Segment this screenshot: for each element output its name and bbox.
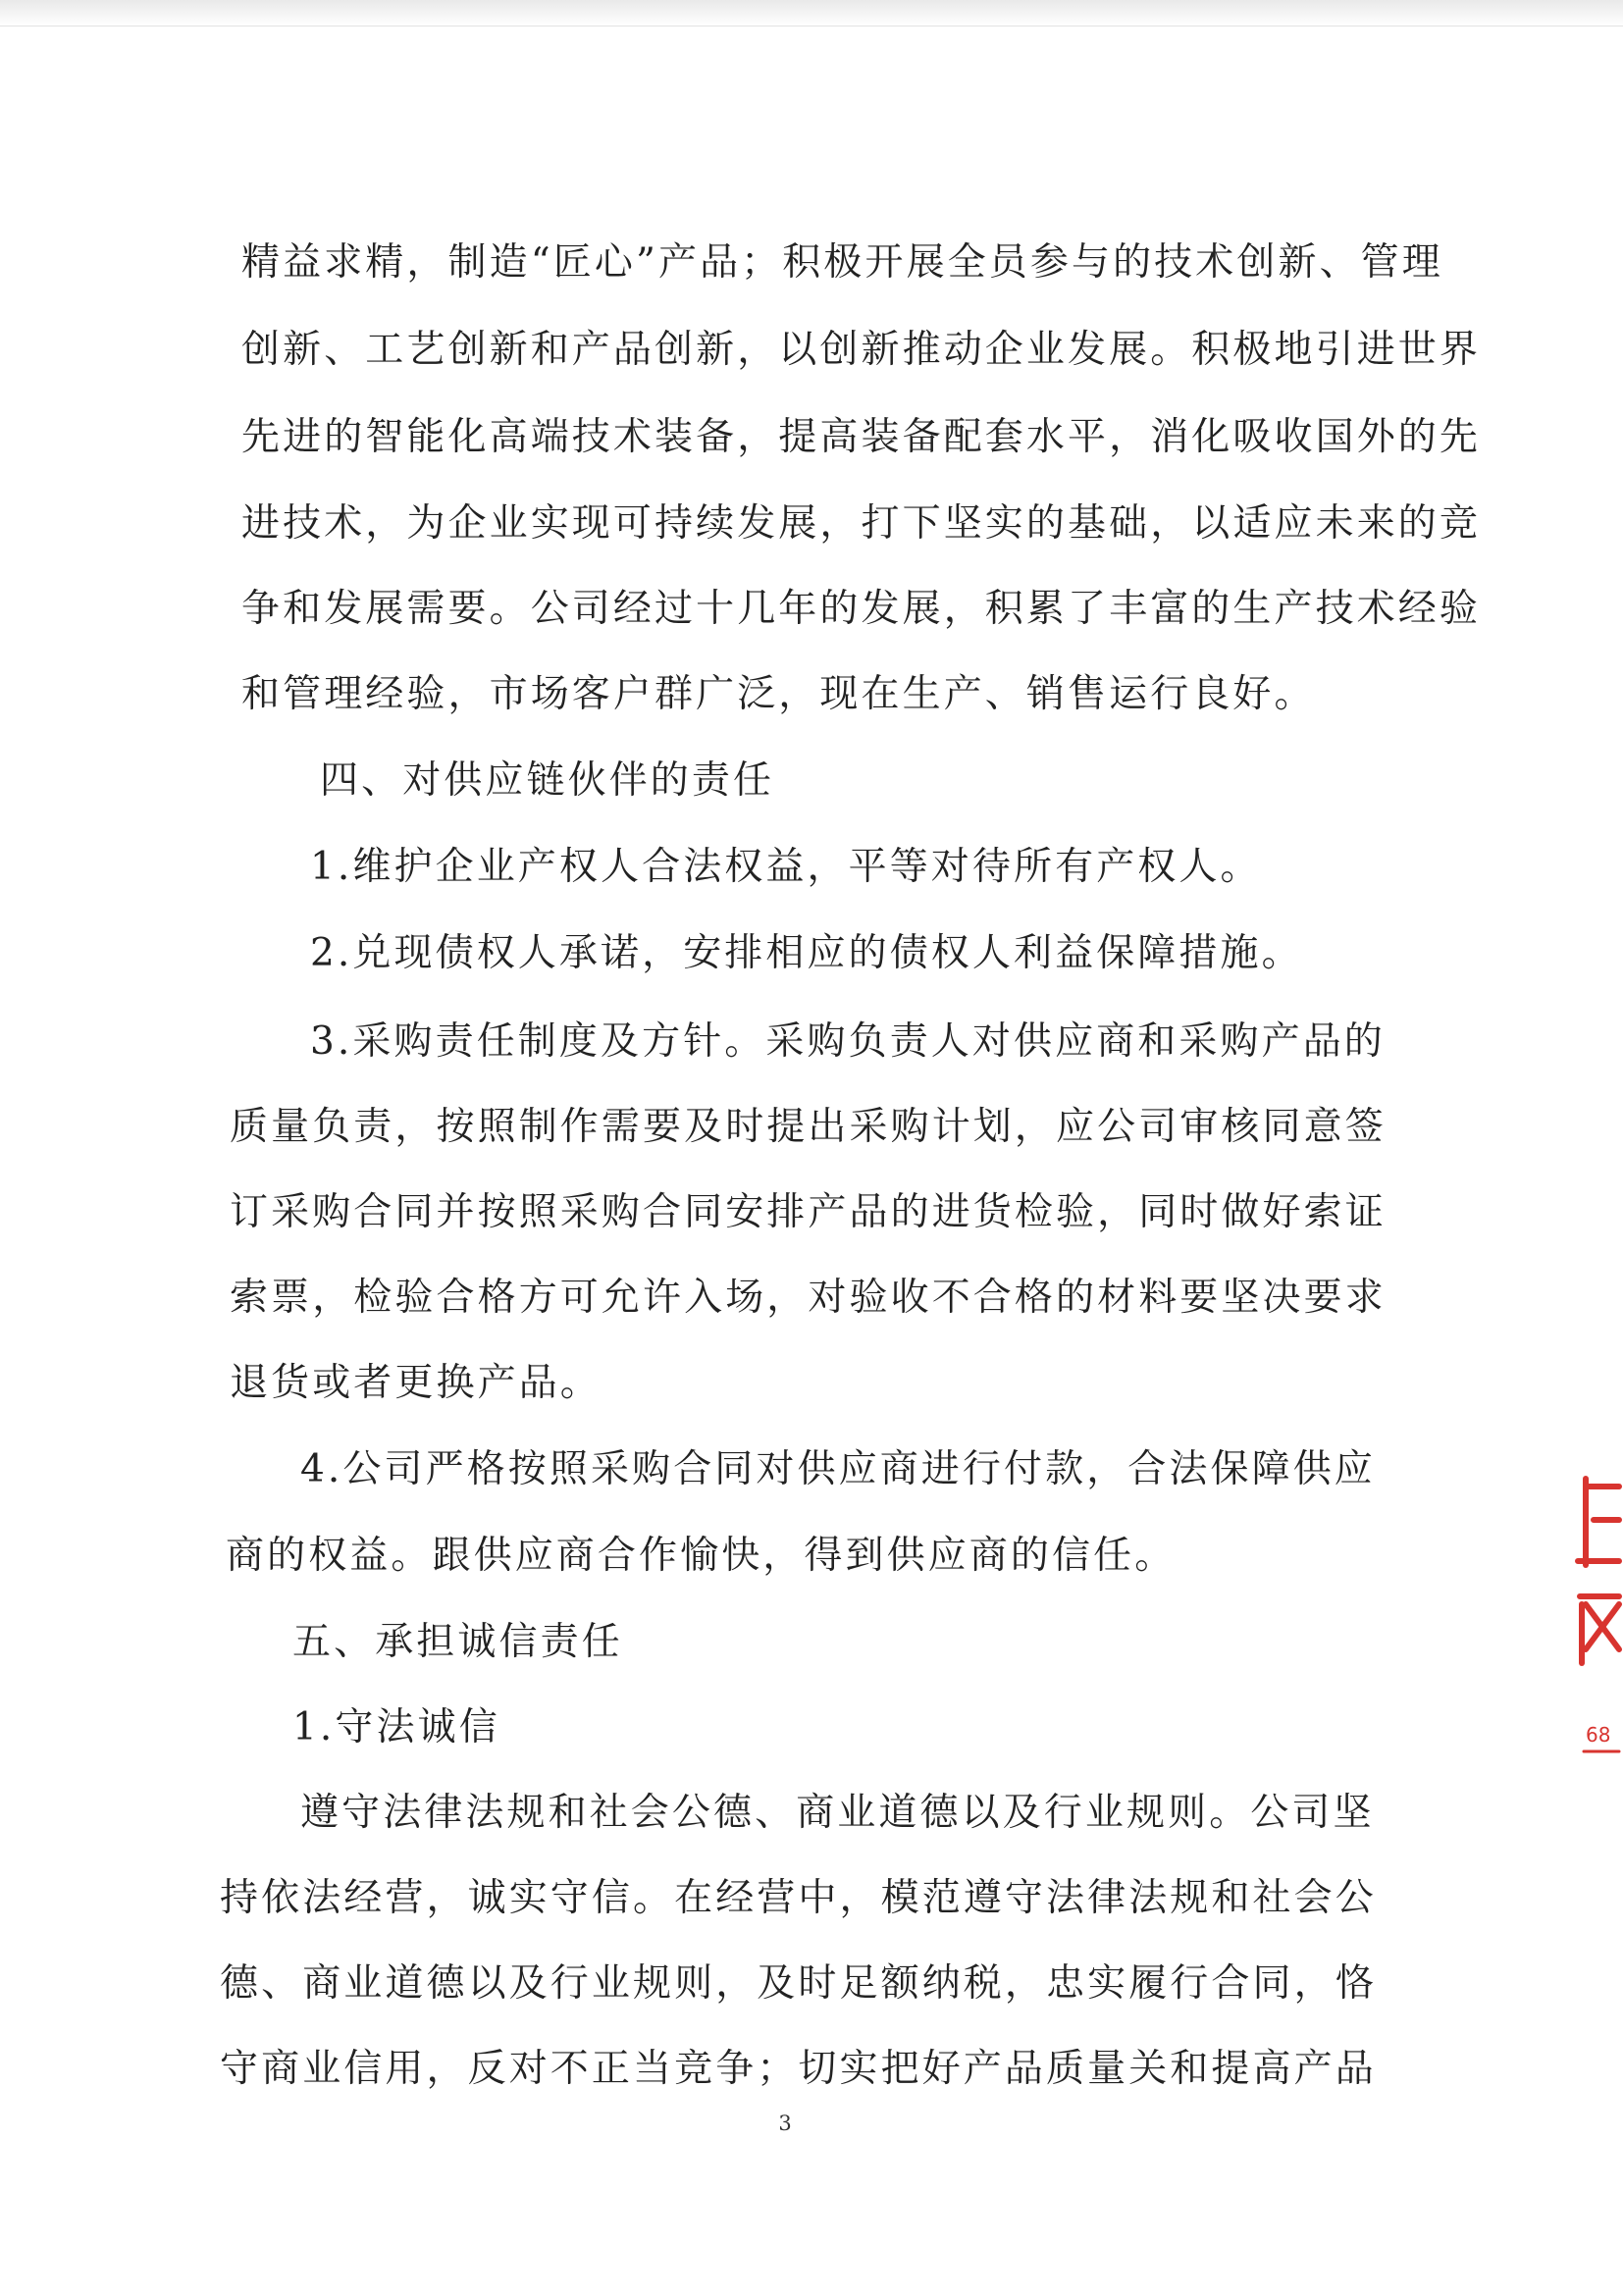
- text-line: 争和发展需要。公司经过十几年的发展，积累了丰富的生产技术经验: [241, 587, 1482, 631]
- company-seal-fragment: [1564, 1457, 1623, 1810]
- text-line: 遵守法律法规和社会公德、商业道德以及行业规则。公司坚: [300, 1791, 1375, 1835]
- text-line: 持依法经营，诚实守信。在经营中，模范遵守法律法规和社会公: [220, 1876, 1377, 1920]
- list-item: 3.采购责任制度及方针。采购负责人对供应商和采购产品的: [310, 1019, 1386, 1064]
- svg-text:68: 68: [1586, 1723, 1611, 1747]
- text-line: 先进的智能化高端技术装备，提高装备配套水平，消化吸收国外的先: [241, 415, 1482, 459]
- text-line: 索票，检验合格方可允许入场，对验收不合格的材料要坚决要求: [230, 1276, 1387, 1320]
- list-item: 4.公司严格按照采购合同对供应商进行付款，合法保障供应: [300, 1447, 1376, 1491]
- text-line: 创新、工艺创新和产品创新，以创新推动企业发展。积极地引进世界: [241, 328, 1482, 372]
- list-item: 2.兑现债权人承诺，安排相应的债权人利益保障措施。: [310, 931, 1303, 975]
- text-line: 守商业信用，反对不正当竞争；切实把好产品质量关和提高产品: [220, 2047, 1377, 2091]
- text-line: 质量负责，按照制作需要及时提出采购计划，应公司审核同意签: [230, 1105, 1387, 1149]
- text-line: 德、商业道德以及行业规则，及时足额纳税，忠实履行合同，恪: [220, 1961, 1377, 2006]
- text-line: 商的权益。跟供应商合作愉快，得到供应商的信任。: [226, 1534, 1177, 1578]
- scan-top-edge: [0, 0, 1623, 26]
- text-line: 和管理经验，市场客户群广泛，现在生产、销售运行良好。: [241, 672, 1316, 716]
- list-item: 1.守法诚信: [292, 1705, 500, 1749]
- text-line: 退货或者更换产品。: [230, 1361, 602, 1405]
- section-heading: 五、承担诚信责任: [292, 1620, 623, 1664]
- page-number: 3: [778, 2112, 792, 2135]
- section-heading: 四、对供应链伙伴的责任: [320, 758, 775, 803]
- text-line: 进技术，为企业实现可持续发展，打下坚实的基础，以适应未来的竞: [241, 501, 1482, 546]
- text-line: 精益求精，制造“匠心”产品；积极开展全员参与的技术创新、管理: [241, 240, 1443, 285]
- list-item: 1.维护企业产权人合法权益，平等对待所有产权人。: [310, 845, 1262, 889]
- text-line: 订采购合同并按照采购合同安排产品的进货检验，同时做好索证: [230, 1190, 1387, 1234]
